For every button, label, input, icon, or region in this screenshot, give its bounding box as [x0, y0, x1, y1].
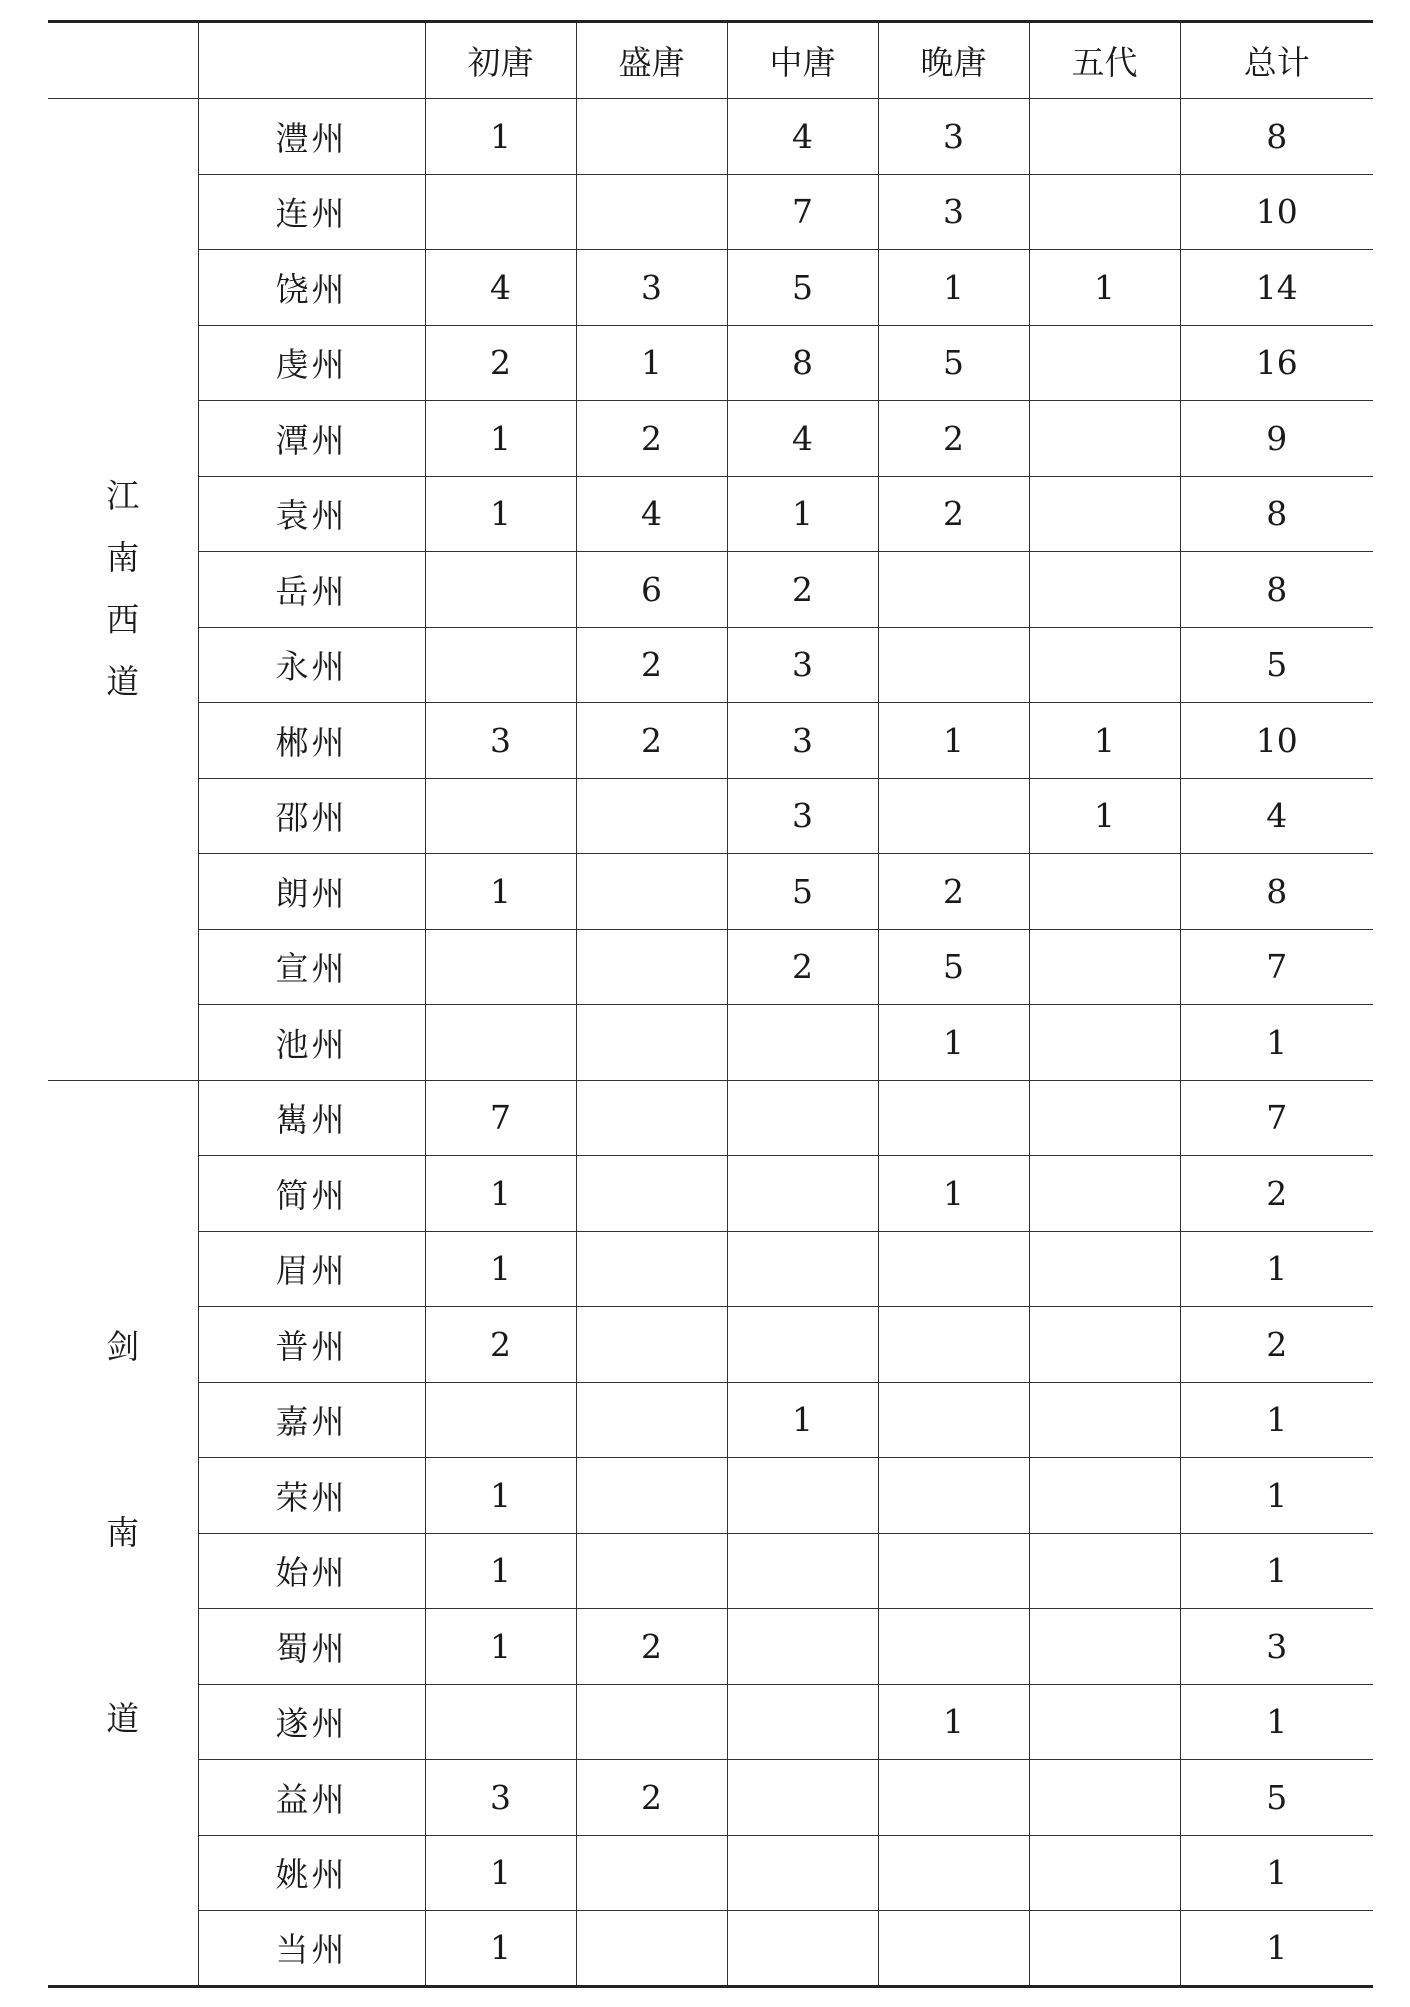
table-row — [48, 627, 1373, 703]
table-row — [48, 703, 1373, 779]
prefecture-name-cell: 嘉州 — [198, 1382, 425, 1458]
era-count-cell — [425, 778, 576, 854]
table-row — [48, 1911, 1373, 1987]
era-count-cell: 2 — [576, 703, 727, 779]
circuit-group-label — [48, 1316, 198, 1750]
prefecture-name-cell: 眉州 — [198, 1231, 425, 1307]
table-row — [48, 250, 1373, 326]
era-count-cell — [576, 778, 727, 854]
era-count-cell: 1 — [878, 703, 1029, 779]
era-count-cell: 4 — [727, 401, 878, 477]
header-era-early-tang: 初唐 — [425, 22, 576, 99]
era-count-cell: 2 — [878, 854, 1029, 930]
era-count-cell — [1029, 1156, 1180, 1232]
era-count-cell — [576, 1684, 727, 1760]
total-count-cell: 10 — [1180, 174, 1373, 250]
era-count-cell: 1 — [878, 1684, 1029, 1760]
era-count-cell — [878, 1609, 1029, 1685]
header-blank-cell — [48, 22, 198, 99]
era-count-cell — [1029, 476, 1180, 552]
era-count-cell — [1029, 1382, 1180, 1458]
prefecture-name-cell: 郴州 — [198, 703, 425, 779]
era-count-cell — [425, 1382, 576, 1458]
era-count-cell: 4 — [425, 250, 576, 326]
era-count-cell: 1 — [425, 1231, 576, 1307]
era-count-cell — [576, 1533, 727, 1609]
era-count-cell: 5 — [727, 250, 878, 326]
total-count-cell: 1 — [1180, 1382, 1373, 1458]
era-count-cell: 2 — [727, 929, 878, 1005]
era-count-cell — [425, 1005, 576, 1081]
prefecture-name-cell: 蜀州 — [198, 1609, 425, 1685]
era-count-cell — [878, 1835, 1029, 1911]
era-count-cell — [727, 1307, 878, 1383]
era-count-cell: 3 — [727, 703, 878, 779]
header-total: 总计 — [1180, 22, 1373, 99]
era-count-cell: 1 — [425, 99, 576, 175]
era-count-cell — [878, 1307, 1029, 1383]
era-count-cell — [576, 1005, 727, 1081]
era-count-cell — [727, 1609, 878, 1685]
era-count-cell: 5 — [878, 325, 1029, 401]
prefecture-name-cell: 连州 — [198, 174, 425, 250]
era-count-cell — [1029, 99, 1180, 175]
header-era-high-tang: 盛唐 — [576, 22, 727, 99]
prefecture-name-cell: 遂州 — [198, 1684, 425, 1760]
era-count-cell: 4 — [576, 476, 727, 552]
total-count-cell: 10 — [1180, 703, 1373, 779]
prefecture-name-cell: 池州 — [198, 1005, 425, 1081]
prefecture-name-cell: 嶲州 — [198, 1080, 425, 1156]
era-count-cell: 3 — [878, 174, 1029, 250]
era-count-cell: 5 — [727, 854, 878, 930]
table-row — [48, 1156, 1373, 1232]
era-count-cell — [1029, 1760, 1180, 1836]
era-count-cell: 1 — [425, 854, 576, 930]
era-count-cell — [1029, 854, 1180, 930]
era-count-cell — [1029, 1080, 1180, 1156]
era-count-cell — [727, 1835, 878, 1911]
era-count-cell: 1 — [727, 476, 878, 552]
table-row — [48, 1835, 1373, 1911]
prefecture-name-cell: 永州 — [198, 627, 425, 703]
total-count-cell: 2 — [1180, 1156, 1373, 1232]
era-count-cell: 1 — [878, 1156, 1029, 1232]
table-row — [48, 1382, 1373, 1458]
table-row — [48, 401, 1373, 477]
prefecture-name-cell: 邵州 — [198, 778, 425, 854]
era-count-cell — [727, 1080, 878, 1156]
era-count-cell — [425, 552, 576, 628]
table-row — [48, 854, 1373, 930]
era-count-cell — [1029, 1005, 1180, 1081]
table-row — [48, 1760, 1373, 1836]
era-count-cell — [878, 1231, 1029, 1307]
table-row — [48, 1231, 1373, 1307]
total-count-cell: 16 — [1180, 325, 1373, 401]
era-count-cell: 8 — [727, 325, 878, 401]
prefecture-name-cell: 岳州 — [198, 552, 425, 628]
table-row — [48, 1458, 1373, 1534]
era-count-cell: 3 — [878, 99, 1029, 175]
era-count-cell — [1029, 1609, 1180, 1685]
era-count-cell — [727, 1458, 878, 1534]
era-count-cell — [1029, 627, 1180, 703]
prefecture-name-cell: 虔州 — [198, 325, 425, 401]
era-count-cell — [727, 1231, 878, 1307]
era-count-cell: 5 — [878, 929, 1029, 1005]
prefecture-name-cell: 始州 — [198, 1533, 425, 1609]
circuit-label-char: 道 — [106, 662, 140, 702]
era-count-cell: 2 — [576, 627, 727, 703]
document-page — [48, 20, 1372, 1988]
era-count-cell — [425, 1684, 576, 1760]
prefecture-name-cell: 简州 — [198, 1156, 425, 1232]
total-count-cell: 8 — [1180, 476, 1373, 552]
era-count-cell — [878, 778, 1029, 854]
circuit-label-char: 江 — [106, 476, 140, 516]
era-count-cell — [576, 174, 727, 250]
era-count-cell — [878, 627, 1029, 703]
table-row — [48, 552, 1373, 628]
era-count-cell: 1 — [425, 1911, 576, 1987]
era-count-cell — [878, 1080, 1029, 1156]
era-count-cell: 1 — [576, 325, 727, 401]
era-count-cell: 1 — [1029, 250, 1180, 326]
era-count-cell — [425, 627, 576, 703]
era-count-cell: 1 — [727, 1382, 878, 1458]
era-count-cell — [576, 1458, 727, 1534]
era-count-cell — [576, 1382, 727, 1458]
era-count-cell — [878, 552, 1029, 628]
header-era-five-dynasties: 五代 — [1029, 22, 1180, 99]
era-count-cell — [576, 1835, 727, 1911]
era-count-cell — [576, 1231, 727, 1307]
prefecture-name-cell: 宣州 — [198, 929, 425, 1005]
era-count-cell: 1 — [878, 1005, 1029, 1081]
era-count-cell: 2 — [878, 476, 1029, 552]
era-count-cell — [576, 1307, 727, 1383]
table-row — [48, 929, 1373, 1005]
total-count-cell: 5 — [1180, 627, 1373, 703]
table-row — [48, 1609, 1373, 1685]
era-count-cell — [425, 174, 576, 250]
total-count-cell: 14 — [1180, 250, 1373, 326]
total-count-cell: 8 — [1180, 99, 1373, 175]
era-count-cell — [1029, 325, 1180, 401]
era-count-cell — [1029, 401, 1180, 477]
total-count-cell: 4 — [1180, 778, 1373, 854]
header-row — [48, 22, 1373, 99]
era-count-cell — [576, 1080, 727, 1156]
era-count-cell: 3 — [727, 778, 878, 854]
prefecture-name-cell: 澧州 — [198, 99, 425, 175]
total-count-cell: 9 — [1180, 401, 1373, 477]
era-count-cell: 1 — [425, 1458, 576, 1534]
era-count-cell: 4 — [727, 99, 878, 175]
table-row — [48, 1080, 1373, 1156]
prefecture-name-cell: 姚州 — [198, 1835, 425, 1911]
header-blank-cell — [198, 22, 425, 99]
prefecture-name-cell: 当州 — [198, 1911, 425, 1987]
era-count-cell: 1 — [425, 1609, 576, 1685]
era-count-cell: 3 — [425, 703, 576, 779]
circuit-label-char: 剑 — [106, 1326, 140, 1366]
circuit-label-char: 西 — [106, 600, 140, 640]
table-row — [48, 174, 1373, 250]
era-count-cell — [1029, 552, 1180, 628]
header-era-mid-tang: 中唐 — [727, 22, 878, 99]
era-count-cell — [878, 1382, 1029, 1458]
table-row — [48, 778, 1373, 854]
era-count-cell — [878, 1911, 1029, 1987]
era-count-cell — [727, 1911, 878, 1987]
total-count-cell: 1 — [1180, 1458, 1373, 1534]
era-count-cell: 1 — [1029, 703, 1180, 779]
era-count-cell: 7 — [425, 1080, 576, 1156]
era-count-cell: 2 — [576, 1760, 727, 1836]
era-count-cell — [1029, 174, 1180, 250]
total-count-cell: 1 — [1180, 1911, 1373, 1987]
era-count-cell — [1029, 1458, 1180, 1534]
total-count-cell: 7 — [1180, 929, 1373, 1005]
era-count-cell — [576, 929, 727, 1005]
era-count-cell: 1 — [425, 1533, 576, 1609]
era-count-cell — [1029, 1533, 1180, 1609]
era-count-cell — [727, 1156, 878, 1232]
era-count-cell: 3 — [425, 1760, 576, 1836]
table-row — [48, 99, 1373, 175]
total-count-cell: 7 — [1180, 1080, 1373, 1156]
total-count-cell: 5 — [1180, 1760, 1373, 1836]
prefecture-statistics-table — [48, 20, 1373, 1988]
total-count-cell: 8 — [1180, 552, 1373, 628]
era-count-cell: 2 — [425, 325, 576, 401]
total-count-cell: 1 — [1180, 1231, 1373, 1307]
prefecture-name-cell: 饶州 — [198, 250, 425, 326]
era-count-cell: 3 — [576, 250, 727, 326]
era-count-cell: 1 — [1029, 778, 1180, 854]
table-row — [48, 1533, 1373, 1609]
era-count-cell: 1 — [425, 1156, 576, 1232]
table-row — [48, 476, 1373, 552]
era-count-cell: 6 — [576, 552, 727, 628]
era-count-cell — [727, 1684, 878, 1760]
era-count-cell: 1 — [425, 401, 576, 477]
circuit-label-char: 道 — [106, 1698, 140, 1738]
table-row — [48, 1684, 1373, 1760]
era-count-cell — [1029, 1835, 1180, 1911]
table-row — [48, 1307, 1373, 1383]
era-count-cell — [727, 1533, 878, 1609]
era-count-cell: 2 — [727, 552, 878, 628]
table-body — [48, 99, 1373, 1987]
total-count-cell: 3 — [1180, 1609, 1373, 1685]
circuit-group-cell — [48, 1080, 198, 1986]
era-count-cell — [576, 99, 727, 175]
total-count-cell: 8 — [1180, 854, 1373, 930]
era-count-cell — [1029, 1911, 1180, 1987]
prefecture-name-cell: 朗州 — [198, 854, 425, 930]
era-count-cell — [1029, 1231, 1180, 1307]
era-count-cell — [878, 1533, 1029, 1609]
total-count-cell: 1 — [1180, 1533, 1373, 1609]
prefecture-name-cell: 荣州 — [198, 1458, 425, 1534]
era-count-cell: 2 — [425, 1307, 576, 1383]
total-count-cell: 1 — [1180, 1835, 1373, 1911]
total-count-cell: 1 — [1180, 1005, 1373, 1081]
era-count-cell: 2 — [878, 401, 1029, 477]
era-count-cell — [425, 929, 576, 1005]
era-count-cell — [576, 854, 727, 930]
header-era-late-tang: 晚唐 — [878, 22, 1029, 99]
era-count-cell: 3 — [727, 627, 878, 703]
total-count-cell: 1 — [1180, 1684, 1373, 1760]
table-row — [48, 1005, 1373, 1081]
era-count-cell: 1 — [425, 476, 576, 552]
table-row — [48, 325, 1373, 401]
era-count-cell — [1029, 1684, 1180, 1760]
circuit-label-char: 南 — [106, 1512, 140, 1552]
era-count-cell: 7 — [727, 174, 878, 250]
era-count-cell: 1 — [425, 1835, 576, 1911]
era-count-cell — [727, 1005, 878, 1081]
era-count-cell — [576, 1156, 727, 1232]
era-count-cell — [878, 1760, 1029, 1836]
era-count-cell — [1029, 929, 1180, 1005]
era-count-cell — [878, 1458, 1029, 1534]
era-count-cell — [727, 1760, 878, 1836]
prefecture-name-cell: 普州 — [198, 1307, 425, 1383]
prefecture-name-cell: 益州 — [198, 1760, 425, 1836]
prefecture-name-cell: 袁州 — [198, 476, 425, 552]
circuit-label-char: 南 — [106, 538, 140, 578]
total-count-cell: 2 — [1180, 1307, 1373, 1383]
era-count-cell: 1 — [878, 250, 1029, 326]
era-count-cell — [576, 1911, 727, 1987]
prefecture-name-cell: 潭州 — [198, 401, 425, 477]
era-count-cell — [1029, 1307, 1180, 1383]
circuit-group-cell — [48, 99, 198, 1081]
era-count-cell: 2 — [576, 401, 727, 477]
era-count-cell: 2 — [576, 1609, 727, 1685]
circuit-group-label — [48, 465, 198, 713]
